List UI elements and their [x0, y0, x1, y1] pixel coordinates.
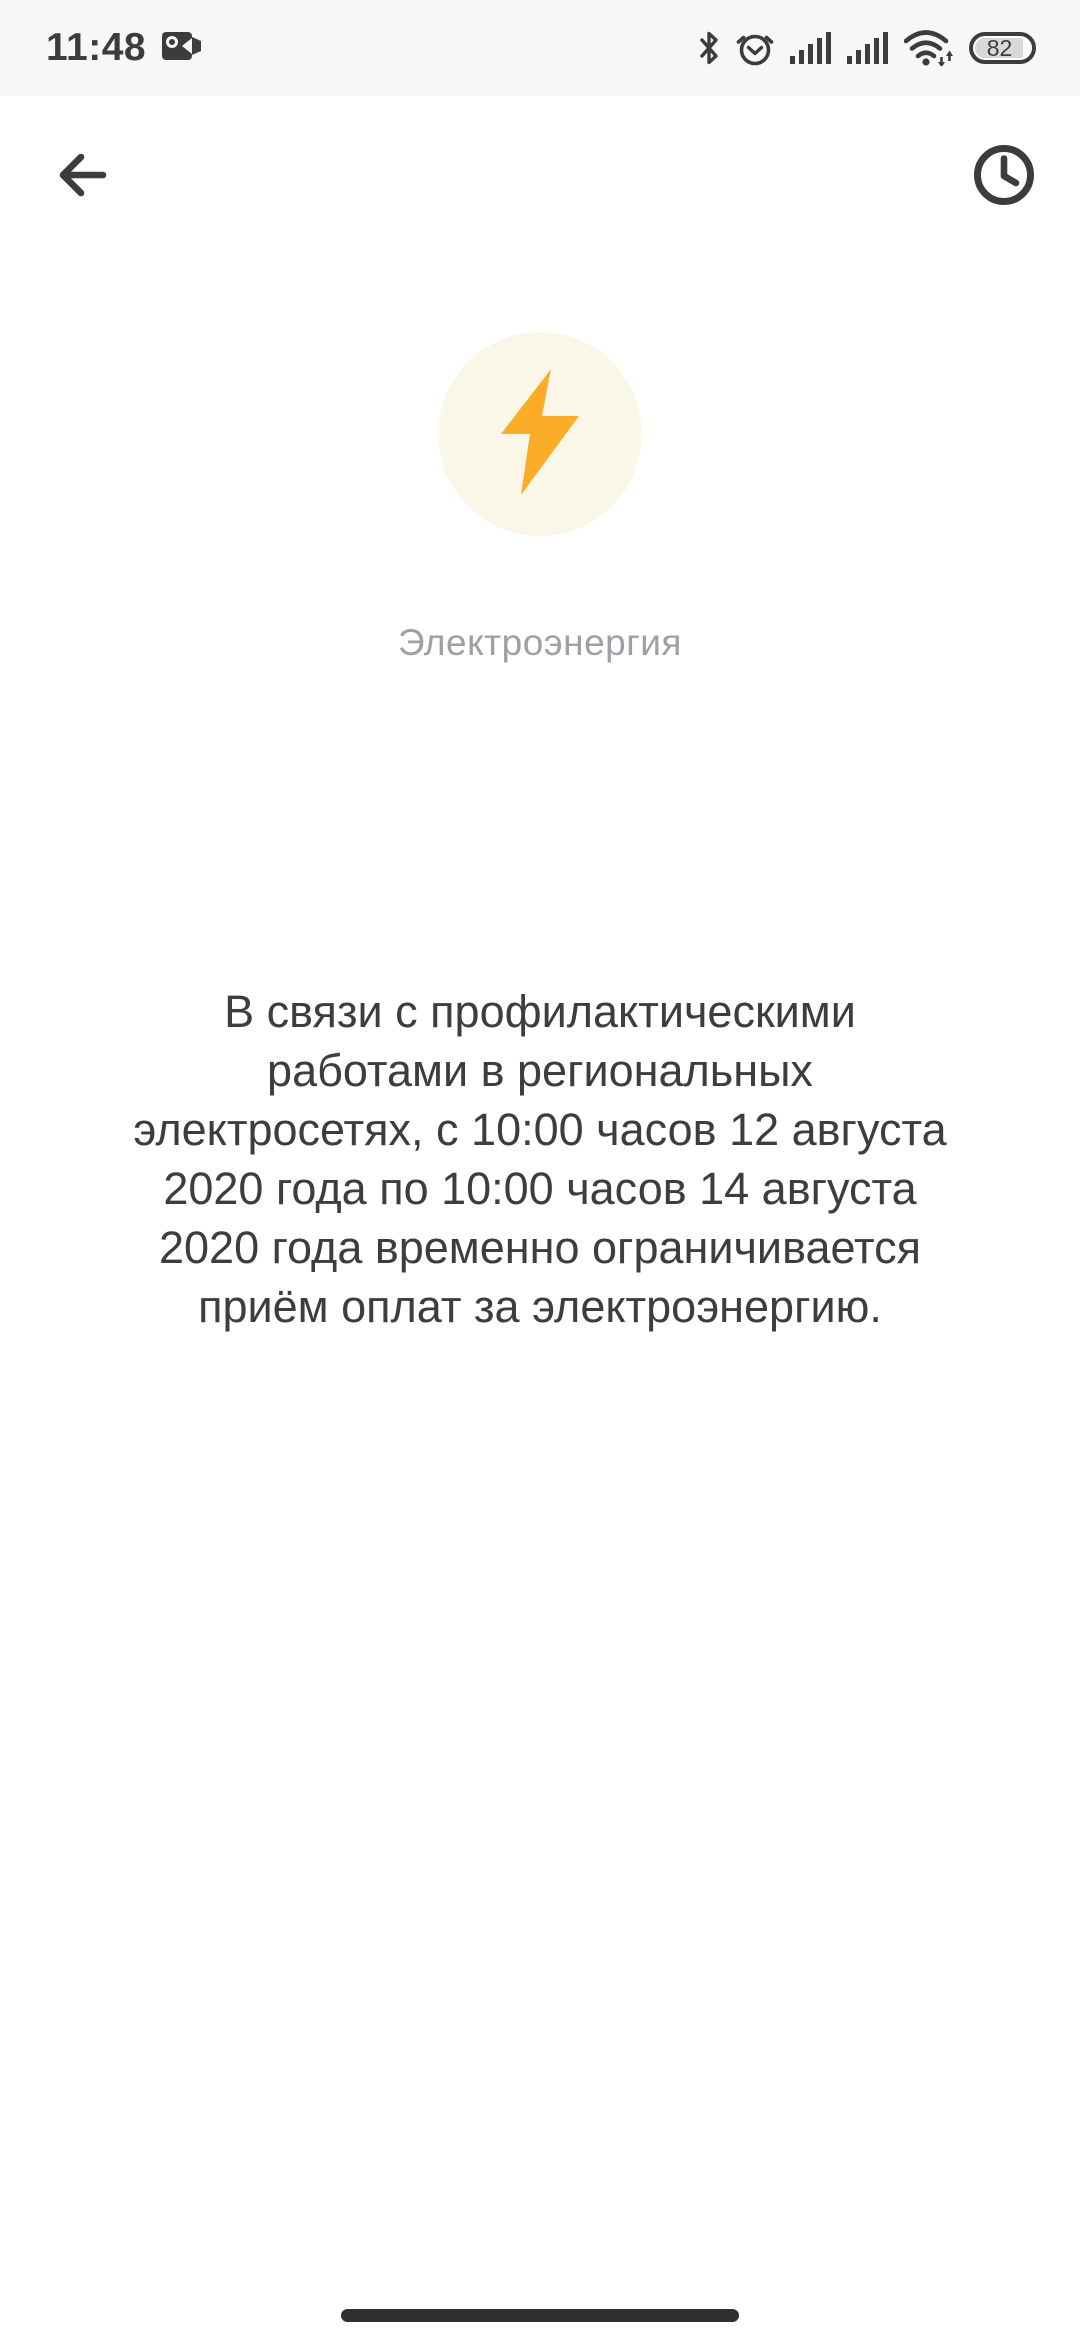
service-avatar: [438, 332, 642, 536]
home-gesture-bar[interactable]: [341, 2309, 739, 2322]
maintenance-notice: [0, 982, 1080, 1336]
service-header: [0, 256, 1080, 664]
clock-history-icon: [973, 144, 1035, 209]
notice-line: работами в региональных: [267, 1045, 813, 1096]
notice-line: приём оплат за электроэнергию.: [198, 1281, 882, 1332]
wifi-icon: [904, 30, 954, 66]
notice-line: электросетях, с 10:00 часов 12 августа: [133, 1104, 947, 1155]
bluetooth-icon: [698, 29, 720, 67]
status-bar-left: [46, 26, 202, 70]
cellular-signal-sim1-icon: [790, 32, 832, 64]
status-bar-right: [698, 29, 1036, 67]
app-bar: [0, 96, 1080, 256]
screenshot-icon: [162, 28, 202, 69]
back-button[interactable]: [50, 144, 114, 208]
status-bar: [0, 0, 1080, 96]
notice-line: 2020 года по 10:00 часов 14 августа: [163, 1163, 917, 1214]
battery-percent: 82: [986, 34, 1013, 61]
status-time: 11:48: [46, 26, 147, 69]
lightning-bolt-icon: [501, 369, 579, 500]
notice-line: В связи с профилактическими: [224, 986, 856, 1037]
arrow-left-icon: [55, 148, 109, 205]
alarm-icon: [735, 29, 775, 67]
history-button[interactable]: [972, 144, 1036, 208]
battery-indicator: [969, 32, 1036, 64]
notice-line: 2020 года временно ограничивается: [158, 1222, 921, 1273]
service-name: Электроэнергия: [398, 622, 682, 663]
cellular-signal-sim2-icon: [847, 32, 889, 64]
